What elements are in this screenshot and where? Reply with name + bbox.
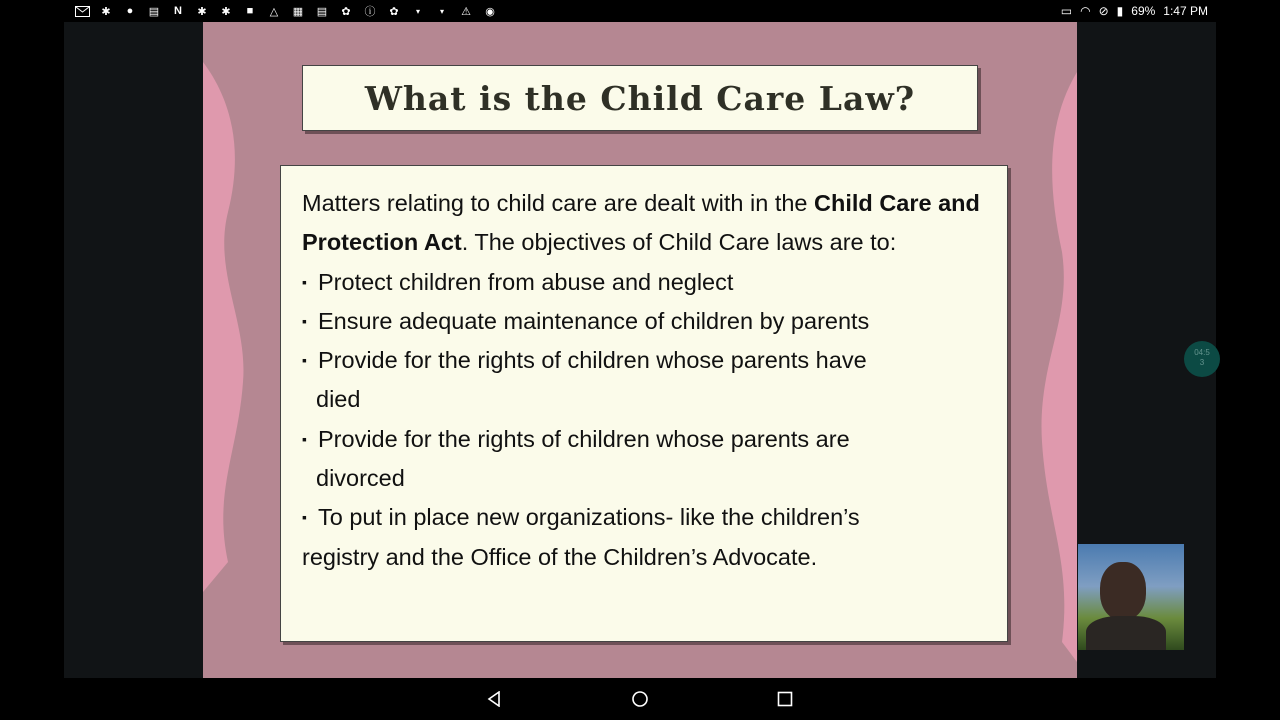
status-bar (64, 0, 1216, 22)
bullet-text: Provide for the rights of children whose parents have (318, 347, 867, 374)
right-letterbox (1216, 22, 1280, 678)
news-icon: ▤ (148, 5, 160, 18)
bullet-text-continued: registry and the Office of the Children’s Advocate. (302, 543, 818, 570)
bullet-text: To put in place new organizations- like the children’s (318, 504, 860, 531)
intro-paragraph (302, 184, 982, 263)
circle-icon: ● (126, 5, 134, 17)
cast-icon: ▭ (1060, 4, 1073, 18)
bullet-text-continued: died (316, 386, 361, 413)
act-name: Child Care and Protection Act (302, 190, 980, 256)
wifi-icon: ◠ (1080, 4, 1091, 18)
notification-icons (74, 3, 498, 19)
right-wave-decoration (1017, 22, 1077, 678)
info-icon: ⓘ (364, 6, 376, 18)
slide-body (302, 184, 982, 577)
mydigicel-icon: ▾ (415, 6, 420, 16)
intro-text-end: . The objectives of Child Care laws are to: (461, 229, 897, 256)
google-drive-icon: △ (269, 5, 279, 18)
list-item (302, 498, 982, 537)
netflix-icon: N (174, 5, 182, 17)
timer-seconds: 3 (1199, 358, 1205, 367)
app-icon: ✿ (341, 5, 351, 18)
recents-button[interactable] (774, 688, 796, 710)
gmail-icon (74, 3, 90, 19)
webcam-overlay[interactable] (1078, 544, 1184, 650)
list-item (302, 341, 982, 380)
chrome-icon: ◉ (485, 5, 495, 18)
bullet-text: Provide for the rights of children whose parents are (318, 425, 850, 452)
maple-leaf-icon: ✱ (197, 5, 207, 18)
maple-leaf-icon: ✱ (101, 5, 111, 18)
bullet-icon: ▪ (302, 273, 307, 290)
battery-percent: 69% (1131, 4, 1156, 18)
app-icon: ✿ (389, 5, 399, 18)
bullet-icon: ▪ (302, 312, 307, 329)
presentation-slide (203, 22, 1077, 678)
presenter-video (1100, 562, 1146, 620)
bullet-icon: ▪ (302, 509, 307, 526)
timer-minutes: 04:5 (1194, 348, 1210, 357)
recording-timer[interactable] (1184, 341, 1220, 377)
home-icon (631, 690, 649, 708)
home-button[interactable] (629, 688, 651, 710)
app-icon: ▤ (316, 5, 328, 18)
warning-icon: ⚠ (461, 5, 471, 18)
back-icon (486, 691, 502, 707)
document-icon: ▦ (292, 5, 304, 18)
no-sim-icon: ⊘ (1098, 4, 1109, 18)
list-item (302, 302, 982, 341)
system-status (1061, 3, 1208, 19)
bullet-icon: ▪ (302, 352, 307, 369)
slide-title-box (302, 65, 978, 131)
navigation-bar (64, 678, 1216, 720)
intro-text: Matters relating to child care are dealt with in the (302, 190, 815, 216)
bullet-text: Protect children from abuse and neglect (318, 268, 734, 295)
slide-title: What is the Child Care Law? (364, 78, 916, 118)
recents-icon (777, 691, 793, 707)
mydigicel-icon: ▾ (439, 6, 444, 16)
clock: 1:47 PM (1163, 4, 1208, 18)
list-item (302, 263, 982, 302)
left-letterbox (0, 22, 64, 678)
bullet-icon: ▪ (302, 430, 307, 447)
slide-content-box (280, 165, 1008, 642)
battery-icon: ▮ (1116, 4, 1124, 18)
bullet-text-continued: divorced (316, 465, 405, 492)
left-wave-decoration (203, 22, 263, 678)
back-button[interactable] (483, 688, 505, 710)
list-item (302, 420, 982, 459)
bullet-text: Ensure adequate maintenance of children by parents (318, 307, 870, 334)
video-icon: ■ (246, 5, 254, 17)
maple-leaf-icon: ✱ (221, 5, 231, 18)
presenter-body (1086, 616, 1166, 650)
